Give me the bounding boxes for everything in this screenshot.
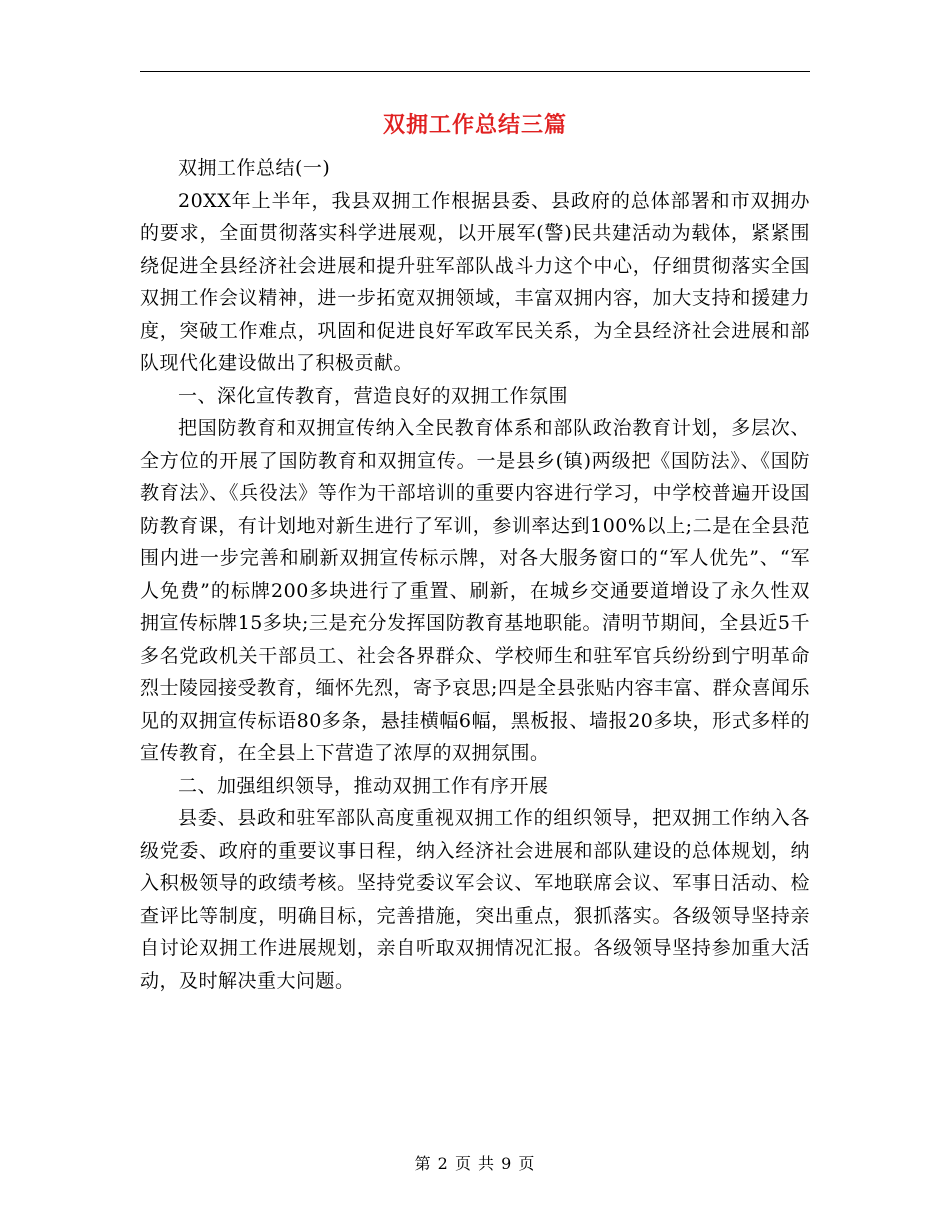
leadership-paragraph: 县委、县政和驻军部队高度重视双拥工作的组织领导，把双拥工作纳入各级党委、政府的重要议事日程，纳入经济社会进展和部队建设的总体规划，纳入积极领导的政绩考核。坚持党委议军会议、军地联席会议、军事日活动、检查评比等制度，明确目标，完善措施，突出重点，狠抓落实。各级领导坚持亲自讨论双拥工作进展规划，亲自听取双拥情况汇报。各级领导坚持参加重大活动，及时解决重大问题。 xyxy=(140,807,810,992)
header-rule xyxy=(140,71,810,72)
section-heading-publicity: 一、深化宣传教育，营造良好的双拥工作氛围 xyxy=(178,384,569,407)
publicity-paragraph: 把国防教育和双拥宣传纳入全民教育体系和部队政治教育计划，多层次、全方位的开展了国防教育和双拥宣传。一是县乡(镇)两级把《国防法》、《国防教育法》、《兵役法》等作为干部培训的重要内容进行学习，中学校普遍开设国防教育课，有计划地对新生进行了军训，参训率达到100%以上;二是在全县范围内进一步完善和刷新双拥宣传标示牌，对各大服务窗口的“军人优先”、“军人免费”的标牌200多块进行了重置、刷新，在城乡交通要道增设了永久性双拥宣传标牌15多块;三是充分发挥国防教育基地职能。清明节期间，全县近5千多名党政机关干部员工、社会各界群众、学校师生和驻军官兵纷纷到宁明革命烈士陵园接受教育，缅怀先烈，寄予哀思;四是全县张贴内容丰富、群众喜闻乐见的双拥宣传标语80多条，悬挂横幅6幅，黑板报、墙报20多块，形式多样的宣传教育，在全县上下营造了浓厚的双拥氛围。 xyxy=(140,417,810,764)
section-heading-part-one: 双拥工作总结(一) xyxy=(178,157,331,179)
document-body xyxy=(140,152,810,997)
page-footer xyxy=(0,1153,950,1175)
document-title: 双拥工作总结三篇 xyxy=(382,112,567,138)
page-number-label: 第 2 页 共 9 页 xyxy=(414,1154,536,1173)
section-heading-leadership: 二、加强组织领导，推动双拥工作有序开展 xyxy=(178,774,549,797)
intro-paragraph: 20XX年上半年，我县双拥工作根据县委、县政府的总体部署和市双拥办的要求，全面贯彻落实科学进展观，以开展军(警)民共建活动为载体，紧紧围绕促进全县经济社会进展和提升驻军部队战斗力这个中心，仔细贯彻落实全国双拥工作会议精神，进一步拓宽双拥领域，丰富双拥内容，加大支持和援建力度，突破工作难点，巩固和促进良好军政军民关系，为全县经济社会进展和部队现代化建设做出了积极贡献。 xyxy=(140,189,810,374)
